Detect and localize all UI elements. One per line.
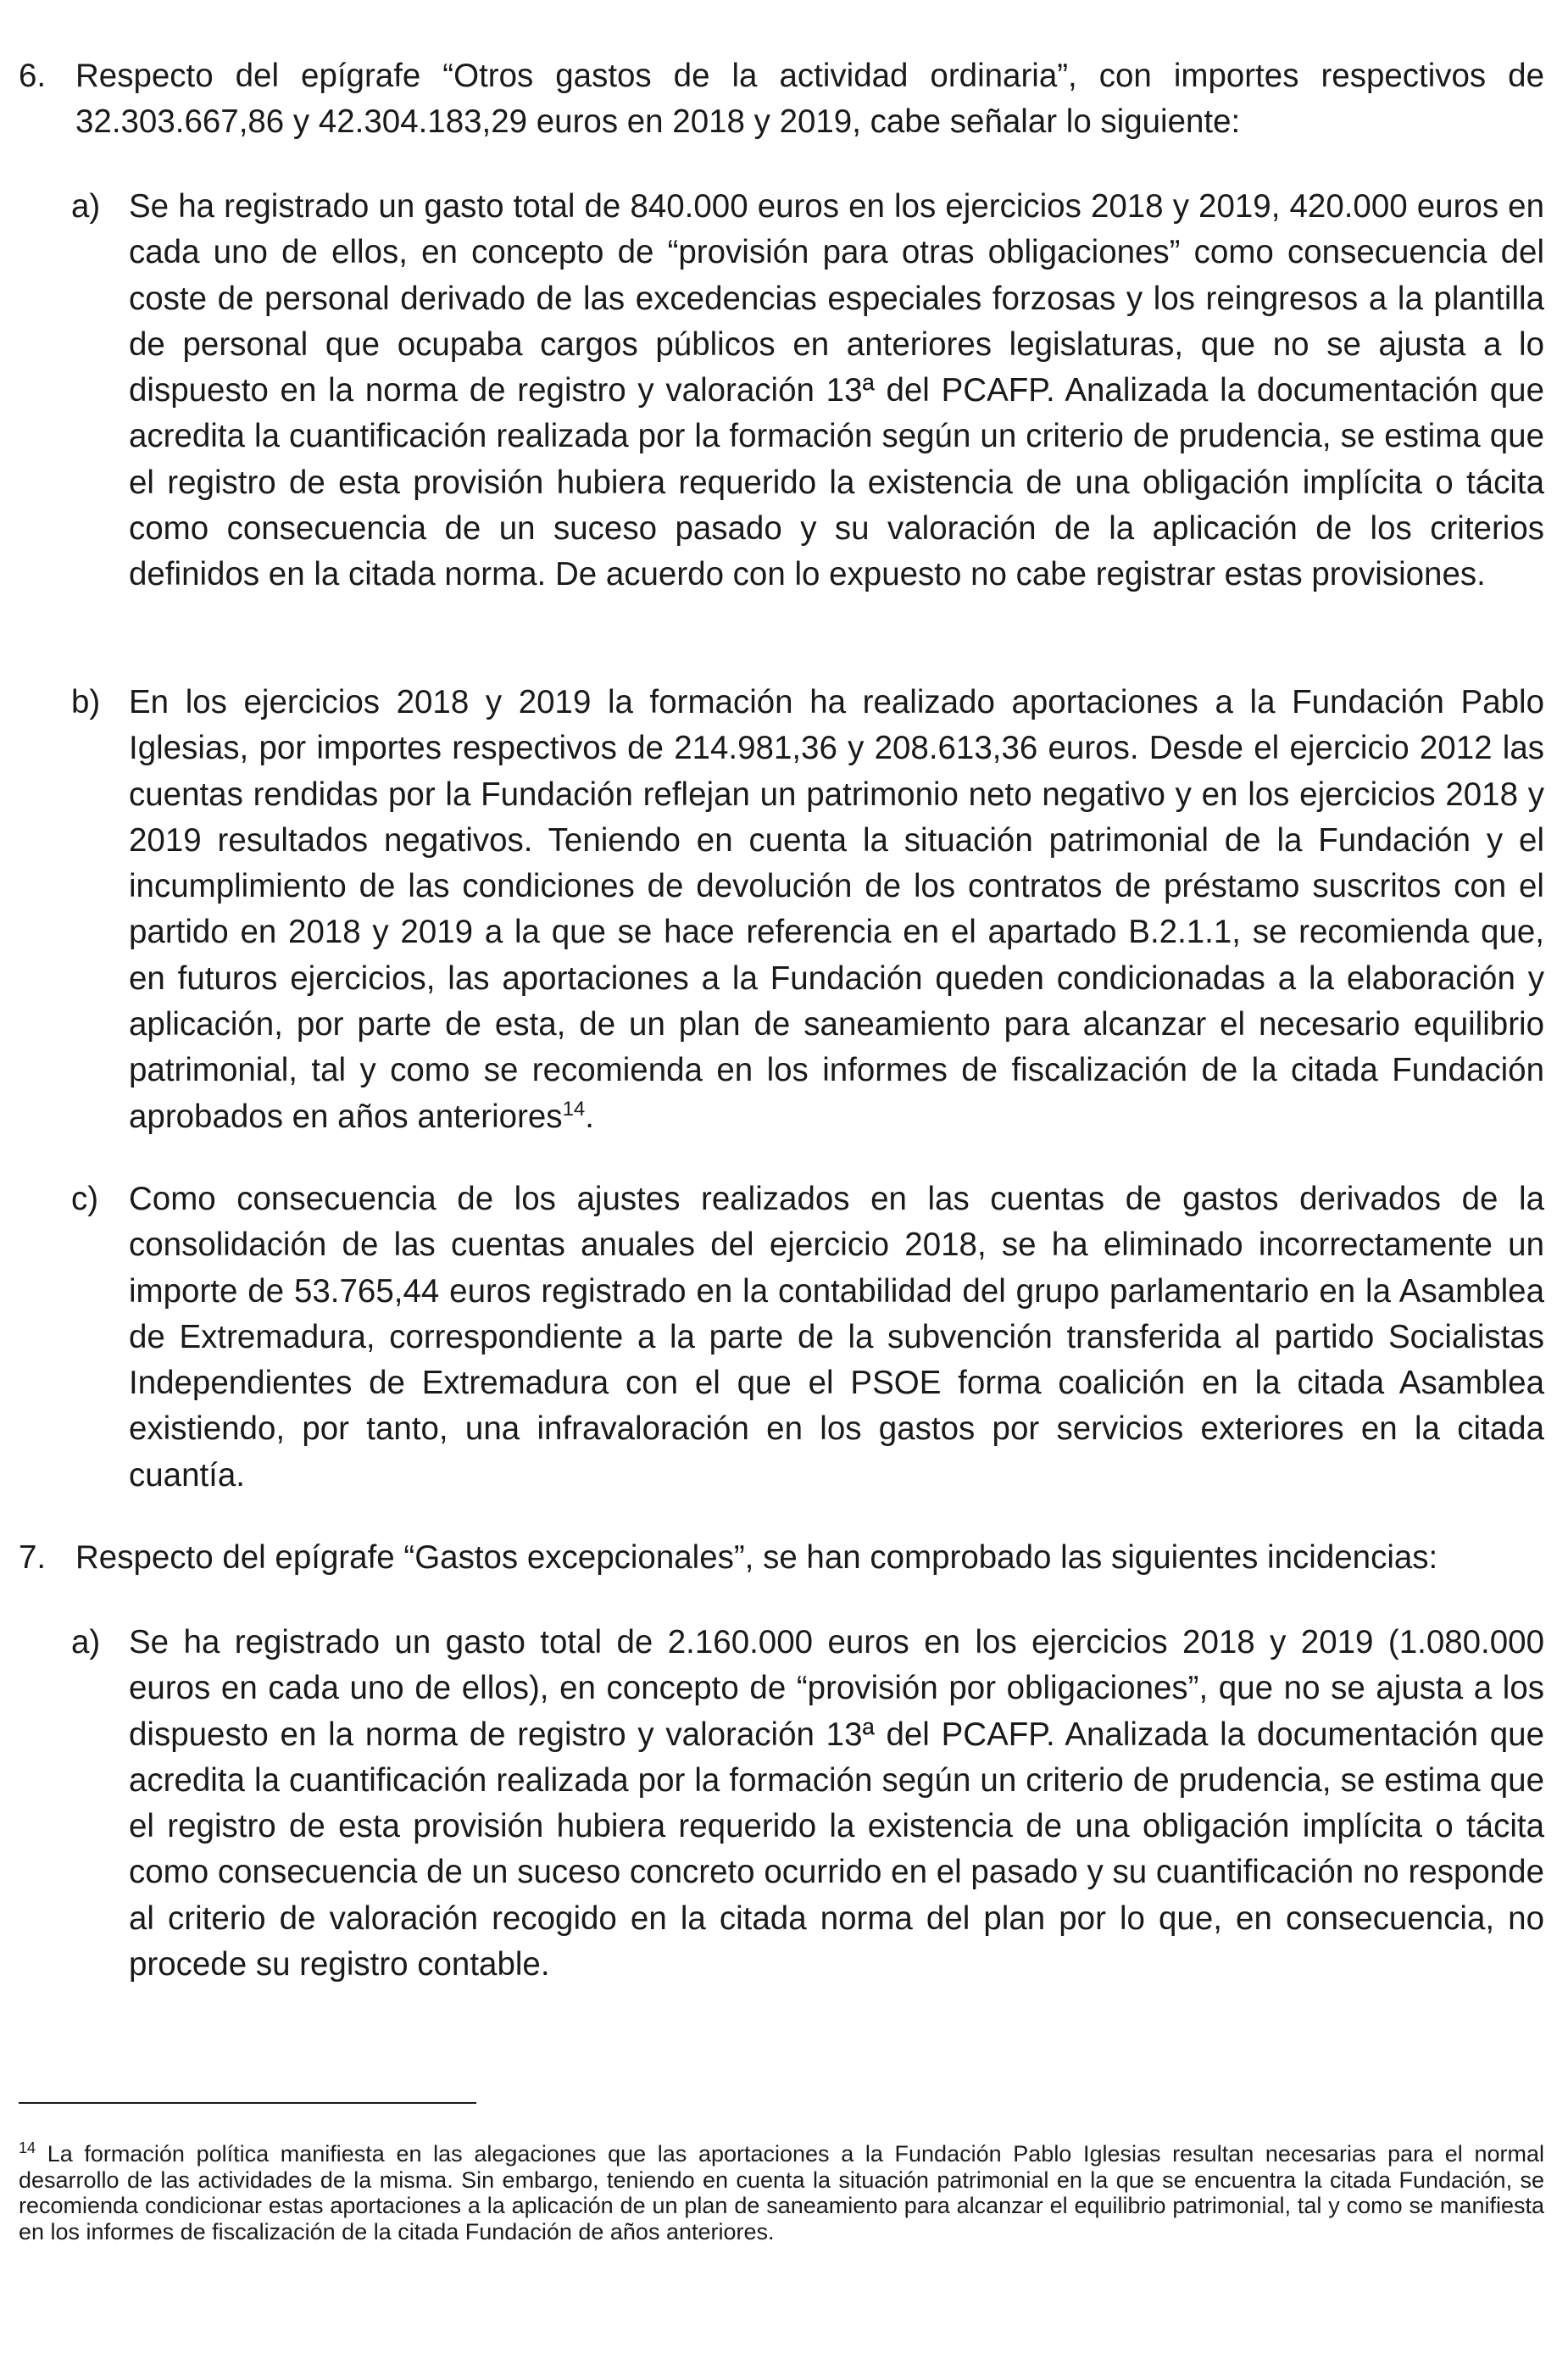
subitem-text: Se ha registrado un gasto total de 2.160.000 euros en los ejercicios 2018 y 2019 (1.080.000 euros en cada uno de ellos), en concepto de “provisión por obligaciones”, que no se ajusta a los dispuesto en la norma de registro y valoración 13ª del PCAFP. Analizada la documentación que acredita la cuantificación realizada por la formación según un criterio de prudencia, se estima que el registro de esta provisión hubiera requerido la existencia de una obligación implícita o tácita como consecuencia de un suceso concreto ocurrido en el pasado y su cuantificación no responde al criterio de valoración recogido en la citada norma del plan por lo que, en consecuencia, no procede su registro contable. (129, 1624, 1544, 1983)
footnote-text: La formación política manifiesta en las alegaciones que las aportaciones a la Fundación Pablo Iglesias resultan necesarias para el normal desarrollo de las actividades de la misma. Sin embargo, teniendo en cuenta la situación patrimonial en la que se encuentra la citada Fundación, se recomienda condicionar estas aportaciones a la aplicación de un plan de saneamiento para alcanzar el equilibrio patrimonial, tal y como se manifiesta en los informes de fiscalización de la citada Fundación de años anteriores. (19, 2141, 1544, 2245)
subitem-label: a) (71, 188, 101, 225)
subitem-label: c) (71, 1181, 99, 1217)
subitem-7a (71, 1620, 1544, 1988)
paragraph-item-7 (19, 1535, 1544, 1581)
subitem-6a (71, 184, 1544, 598)
subitem-6c (71, 1176, 1544, 1499)
subitem-text: Como consecuencia de los ajustes realizados en las cuentas de gastos derivados de la consolidación de las cuentas anuales del ejercicio 2018, se ha eliminado incorrectamente un importe de 53.765,44 euros registrado en la contabilidad del grupo parlamentario en la Asamblea de Extremadura, correspondiente a la parte de la subvención transferida al partido Socialistas Independientes de Extremadura con el que el PSOE forma coalición en la citada Asamblea existiendo, por tanto, una infravaloración en los gastos por servicios exteriores en la citada cuantía. (129, 1181, 1544, 1494)
subitem-label: b) (71, 684, 101, 720)
item-text: Respecto del epígrafe “Otros gastos de la actividad ordinaria”, con importes respectivos de 32.303.667,86 y 42.304.183,29 euros en 2018 y 2019, cabe señalar lo siguiente: (75, 58, 1544, 141)
item-number: 7. (19, 1539, 47, 1576)
subitem-text (129, 680, 1544, 1140)
subitem-text-tail: . (585, 1098, 594, 1135)
subitem-text-content: En los ejercicios 2018 y 2019 la formación ha realizado aportaciones a la Fundación Pablo Iglesias, por importes respectivos de 214.981,36 y 208.613,36 euros. Desde el ejercicio 2012 las cuentas rendidas por la Fundación reflejan un patrimonio neto negativo y en los ejercicios 2018 y 2019 resultados negativos. Teniendo en cuenta la situación patrimonial de la Fundación y el incumplimiento de las condiciones de devolución de los contratos de préstamo suscritos con el partido en 2018 y 2019 a la que se hace referencia en el apartado B.2.1.1, se recomienda que, en futuros ejercicios, las aportaciones a la Fundación queden condicionadas a la elaboración y aplicación, por parte de esta, de un plan de saneamiento para alcanzar el necesario equilibrio patrimonial, tal y como se recomienda en los informes de fiscalización de la citada Fundación aprobados en años anteriores (129, 684, 1544, 1135)
footnote-number: 14 (19, 2139, 36, 2156)
footnote (19, 2141, 1544, 2245)
footnote-separator (19, 2102, 476, 2104)
subitem-6b (71, 680, 1544, 1140)
subitem-text: Se ha registrado un gasto total de 840.000 euros en los ejercicios 2018 y 2019, 420.000 euros en cada uno de ellos, en concepto de “provisión para otras obligaciones” como consecuencia del coste de personal derivado de las excedencias especiales forzosas y los reingresos a la plantilla de personal que ocupaba cargos públicos en anteriores legislaturas, que no se ajusta a lo dispuesto en la norma de registro y valoración 13ª del PCAFP. Analizada la documentación que acredita la cuantificación realizada por la formación según un criterio de prudencia, se estima que el registro de esta provisión hubiera requerido la existencia de una obligación implícita o tácita como consecuencia de un suceso pasado y su valoración de la aplicación de los criterios definidos en la citada norma. De acuerdo con lo expuesto no cabe registrar estas provisiones. (129, 188, 1544, 593)
footnote-reference: 14 (562, 1097, 586, 1121)
item-text: Respecto del epígrafe “Gastos excepcionales”, se han comprobado las siguientes incidencias: (75, 1539, 1438, 1576)
subitem-label: a) (71, 1624, 101, 1660)
item-number: 6. (19, 58, 47, 94)
paragraph-item-6 (19, 53, 1544, 146)
